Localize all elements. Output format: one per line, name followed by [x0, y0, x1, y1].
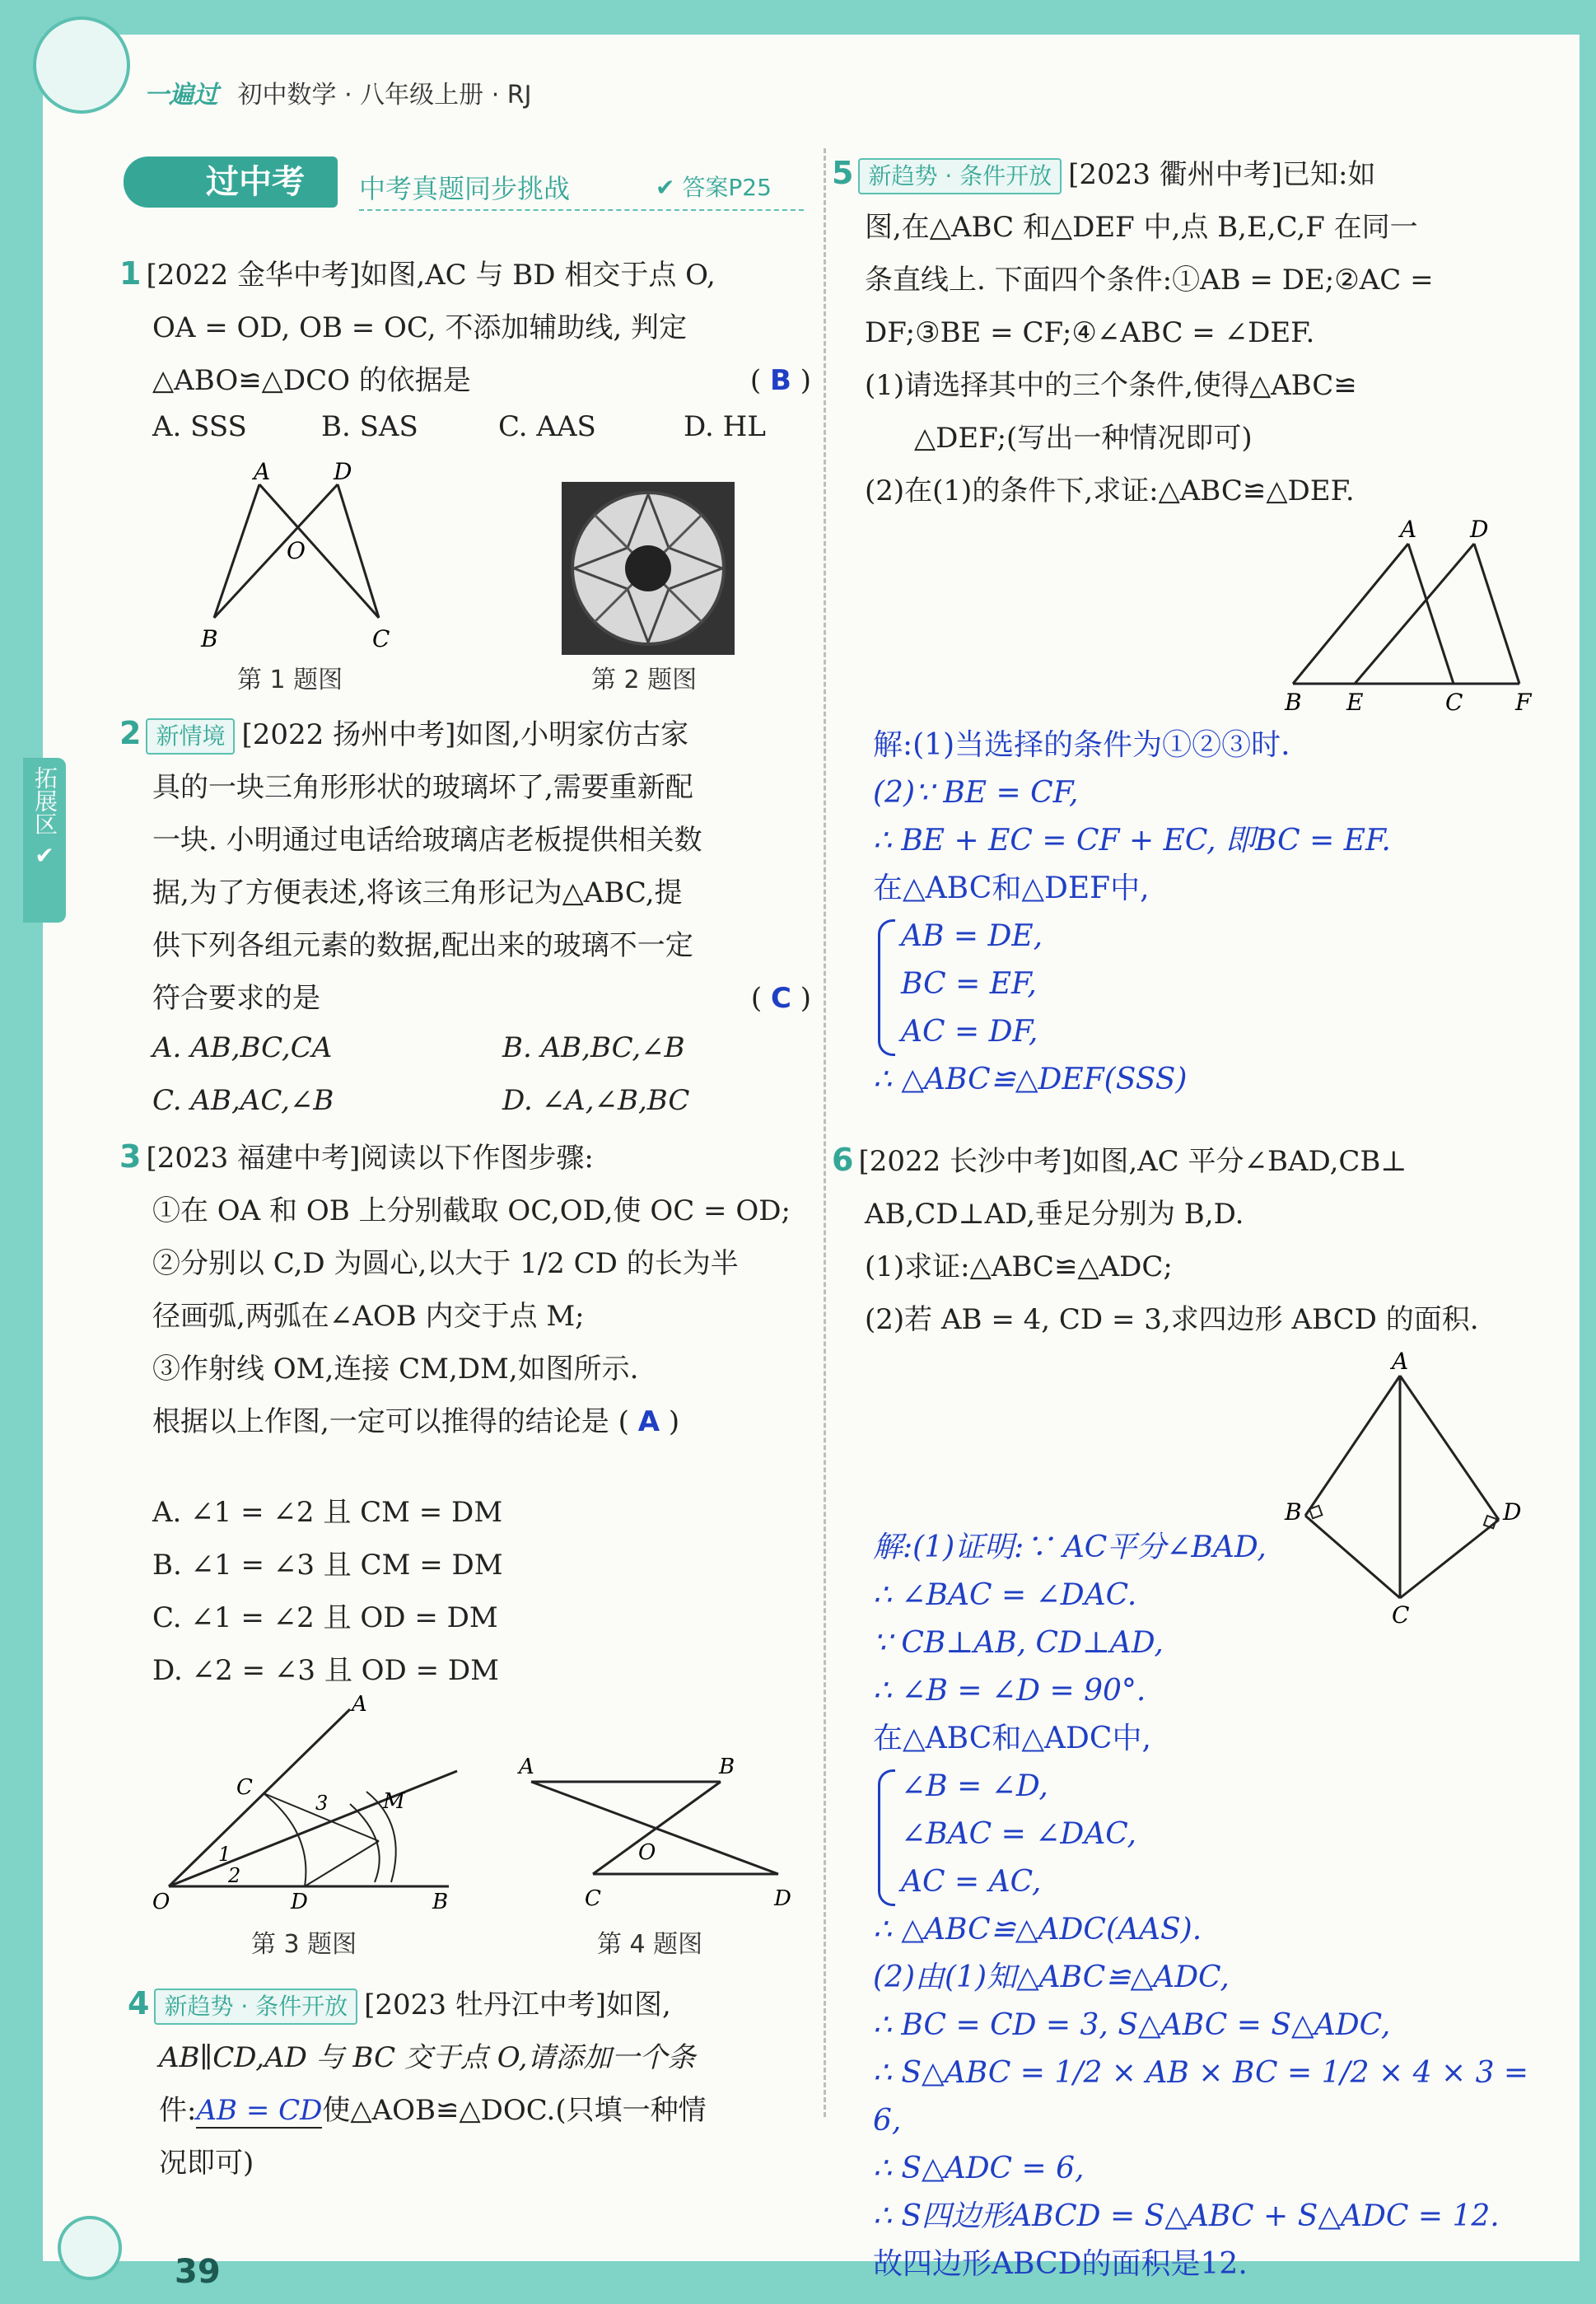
svg-text:C: C — [1392, 1601, 1410, 1629]
right-border — [1580, 0, 1596, 2304]
figure-5 — [1268, 519, 1540, 717]
brand: 一遍过 — [144, 81, 218, 110]
q6-solution: 解:(1)证明:∵ AC平分∠BAD, ∴ ∠BAC = ∠DAC. ∵ CB⊥AB, CD⊥AD, ∴ ∠B = ∠D = 90°. 在△ABC和△ADC中, ∠B = ∠D, ∠BAC = ∠DAC, AC = AC, ∴ △ABC≌△ADC(AAS). (2)由(1)知△ABC≌△ADC, ∴ BC = CD = 3, S△ABC = S△ADC, ∴ S△ABC = 1/2 × AB × BC = 1/2 × 4 × 3 = 6, ∴ S△ADC = 6, ∴ S四边形ABCD = S△ABC + S△ADC = 12. 故四边形ABCD的面积是12. — [873, 1531, 1529, 2281]
q3-answer: A — [637, 1405, 660, 1438]
svg-text:A: A — [254, 461, 271, 485]
question-2: 2 新情境 [2022 扬州中考]如图,小明家仿古家 具的一块三角形形状的玻璃坏了,需要重新配 一块. 小明通过电话给玻璃店老板提供相关数 据,为了方便表述,将该三角形记为△ABC,提 供下列各组元素的数据,配出来的玻璃不一定 符合要求的是 ( C ) — [119, 715, 811, 1015]
svg-text:E: E — [1346, 689, 1364, 716]
q2-answer: C — [770, 982, 791, 1015]
page-number: 39 — [175, 2253, 221, 2291]
svg-text:A: A — [1392, 1351, 1409, 1375]
tag-open-condition-5: 新趋势 · 条件开放 — [858, 158, 1062, 194]
svg-text:D: D — [774, 1886, 791, 1911]
svg-text:A: A — [519, 1755, 534, 1779]
side-tab: 拓展区 ✔ — [23, 758, 66, 923]
q1-opt-a: A. SSS — [152, 410, 247, 443]
svg-text:3: 3 — [315, 1792, 329, 1815]
svg-text:O: O — [287, 537, 306, 564]
svg-text:D: D — [334, 461, 352, 485]
svg-text:C: C — [372, 625, 390, 652]
svg-text:F: F — [1515, 689, 1532, 716]
column-divider — [824, 148, 828, 2117]
q3-opt-c: C. ∠1 = ∠2 且 OD = DM — [152, 1601, 498, 1634]
title-underline — [359, 209, 804, 211]
section-subtitle: 中考真题同步挑战 — [359, 173, 571, 204]
svg-text:D: D — [1470, 519, 1489, 543]
svg-text:C: C — [1445, 689, 1463, 716]
q2-opt-c: C. AB,AC,∠B — [152, 1084, 334, 1117]
q1-opt-d: D. HL — [684, 410, 766, 443]
question-3: 3 [2023 福建中考]阅读以下作图步骤: ①在 OA 和 OB 上分别截取 OC,OD,使 OC = OD; ②分别以 C,D 为圆心,以大于 1/2 CD 的长为半 径画弧,两弧在∠AOB 内交于点 M; ③作射线 OM,连接 CM,DM,如图所示. 根据以上作图,一定可以推得的结论是 ( A ) — [119, 1138, 791, 1438]
q1-answer: B — [770, 364, 791, 397]
q1-opt-b: B. SAS — [321, 410, 418, 443]
svg-text:B: B — [432, 1890, 449, 1914]
subject: 初中数学 · 八年级上册 · RJ — [237, 81, 532, 110]
tag-open-condition: 新趋势 · 条件开放 — [154, 1989, 357, 2025]
q3-opt-a: A. ∠1 = ∠2 且 CM = DM — [152, 1496, 503, 1529]
q2-opt-b: B. AB,BC,∠B — [502, 1031, 685, 1064]
fig1-caption: 第 1 题图 — [237, 666, 343, 694]
section-title — [124, 157, 807, 214]
svg-text:2: 2 — [228, 1864, 241, 1887]
figure-3 — [144, 1693, 474, 1923]
svg-text:D: D — [291, 1890, 308, 1914]
svg-text:B: B — [1285, 1498, 1302, 1526]
svg-text:1: 1 — [218, 1843, 231, 1866]
fig2-caption: 第 2 题图 — [591, 666, 698, 694]
svg-text:O: O — [638, 1840, 656, 1865]
svg-text:D: D — [1503, 1498, 1522, 1526]
figure-1 — [189, 461, 404, 659]
tag-new-scenario: 新情境 — [146, 718, 235, 755]
answer-ref: ✔ 答案P25 — [656, 174, 772, 201]
fig4-caption: 第 4 题图 — [597, 1930, 703, 1959]
footer-mascot-icon — [58, 2216, 122, 2280]
svg-text:M: M — [383, 1789, 405, 1814]
svg-text:B: B — [1285, 689, 1302, 716]
svg-text:C: C — [585, 1886, 601, 1911]
question-5: 5 新趋势 · 条件开放 [2023 衢州中考]已知:如 图,在△ABC 和△DEF 中,点 B,E,C,F 在同一 条直线上. 下面四个条件:①AB = DE;②AC = DF;③BE = CF;④∠ABC = ∠DEF. (1)请选择其中的三个条件,使得△ABC≌ △DEF;(写出一种情况即可) (2)在(1)的条件下,求证:△ABC≌△DEF. — [832, 155, 1434, 507]
svg-text:C: C — [236, 1775, 253, 1800]
q3-opt-d: D. ∠2 = ∠3 且 OD = DM — [152, 1654, 499, 1687]
question-6: 6 [2022 长沙中考]如图,AC 平分∠BAD,CB⊥ AB,CD⊥AD,垂足分别为 B,D. (1)求证:△ABC≌△ADC; (2)若 AB = 4, CD = 3,求四边形 ABCD 的面积. — [832, 1142, 1479, 1336]
q3-opt-b: B. ∠1 = ∠3 且 CM = DM — [152, 1549, 503, 1582]
figure-2-window-icon — [562, 482, 735, 655]
svg-text:O: O — [152, 1890, 170, 1914]
fig3-caption: 第 3 题图 — [251, 1930, 357, 1959]
q1-opt-c: C. AAS — [498, 410, 596, 443]
section-badge: 过中考 — [124, 157, 338, 208]
svg-text:A: A — [352, 1693, 367, 1717]
question-4: 4 新趋势 · 条件开放 [2023 牡丹江中考]如图, AB∥CD,AD 与 BC 交于点 O,请添加一个条 件:AB = CD使△AOB≌△DOC.(只填一种情 况即可) — [128, 1985, 707, 2180]
mascot-logo-icon — [33, 16, 130, 114]
q5-solution: 解:(1)当选择的条件为①②③时. (2)∵ BE = CF, ∴ BE + EC = CF + EC, 即BC = EF. 在△ABC和△DEF中, AB = DE, BC = EF, AC = DF, ∴ △ABC≌△DEF(SSS) — [873, 728, 1391, 1096]
left-border — [0, 0, 43, 2304]
q4-answer: AB = CD — [196, 2094, 323, 2127]
figure-4 — [515, 1750, 799, 1915]
q2-opt-a: A. AB,BC,CA — [152, 1031, 333, 1064]
question-1: 1 [2022 金华中考]如图,AC 与 BD 相交于点 O, OA = OD, OB = OC, 不添加辅助线, 判定 △ABO≌△DCO 的依据是 ( B ) — [119, 255, 811, 397]
svg-text:B: B — [719, 1755, 735, 1779]
svg-text:A: A — [1400, 519, 1417, 543]
q2-opt-d: D. ∠A,∠B,BC — [502, 1084, 690, 1117]
header-title — [144, 74, 531, 110]
svg-text:B: B — [201, 625, 218, 652]
